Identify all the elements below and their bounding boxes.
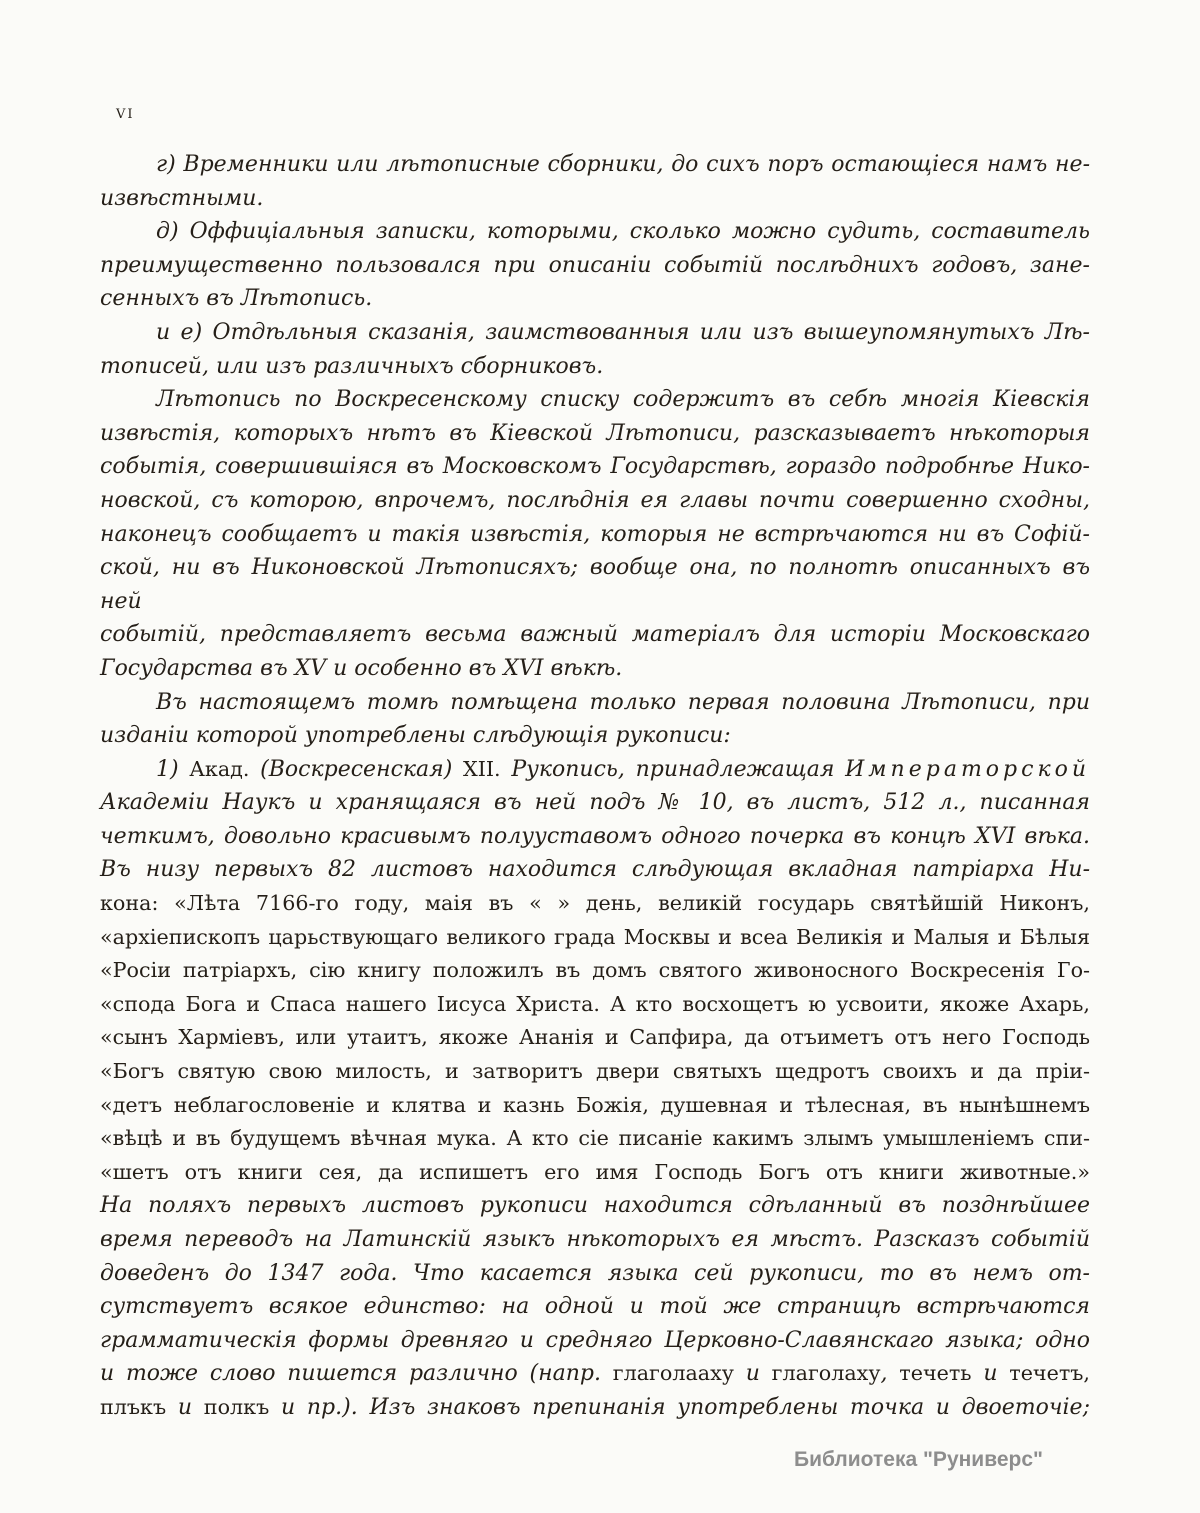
text-segment: и пр.). Изъ знаковъ препинанія употреблены точка и двоеточіе;	[269, 1394, 1090, 1420]
text-segment: Академіи Наукъ и хранящаяся въ ней подъ № 10, въ листъ, 512 л., писанная	[100, 790, 1090, 816]
text-line	[100, 316, 1090, 350]
text-segment: преимущественно пользовался при описаніи событій послѣднихъ годовъ, зане-	[100, 252, 1090, 278]
text-segment: полкъ	[203, 1394, 270, 1419]
text-segment: На поляхъ первыхъ листовъ рукописи находится сдѣланный въ позднѣйшее	[100, 1193, 1090, 1219]
text-segment: ской, ни въ Никоновской Лѣтописяхъ; вообще она, по полнотѣ описанныхъ въ ней	[100, 555, 1090, 614]
text-segment: тописей, или изъ различныхъ сборниковъ.	[100, 353, 604, 379]
text-segment: извѣстія, которыхъ нѣтъ въ Кіевской Лѣтописи, разсказываетъ нѣкоторыя	[100, 420, 1090, 446]
text-segment: Въ низу первыхъ 82 листовъ находится слѣдующая вкладная патріарха Ни-	[100, 857, 1090, 883]
text-line	[100, 350, 1090, 384]
text-segment: Лѣтопись по Воскресенскому списку содержитъ въ себѣ многія Кіевскія	[156, 387, 1090, 413]
text-segment: доведенъ до 1347 года. Что касается языка сей рукописи, то въ немъ от-	[100, 1260, 1090, 1286]
text-segment: и	[971, 1361, 1010, 1387]
library-watermark: Библиотека "Руниверс"	[793, 1448, 1043, 1471]
text-segment: «архіепископъ царьствующаго великого града Москвы и всеа Великія и Малыя и Бѣлыя	[100, 924, 1090, 949]
text-segment: событія, совершившіяся въ Московскомъ Государствѣ, гораздо подробнѣе Нико-	[100, 454, 1090, 480]
text-line	[100, 1189, 1090, 1223]
text-segment: Государства въ XV и особенно въ XVI вѣкѣ.	[100, 655, 623, 681]
text-line	[100, 1257, 1090, 1291]
text-segment: четкимъ, довольно красивымъ полууставомъ одного почерка въ концѣ XVI вѣка.	[100, 823, 1090, 849]
text-segment: течетъ,	[1009, 1361, 1090, 1386]
text-line	[100, 1122, 1090, 1156]
text-line	[100, 518, 1090, 552]
text-segment: «детъ неблагословеніе и клятва и казнь Божія, душевная и тѣлесная, въ нынѣшнемъ	[100, 1092, 1090, 1117]
text-segment: «шетъ отъ книги сея, да испишетъ его имя Господь Богъ отъ книги животные.»	[100, 1159, 1090, 1184]
text-segment: «вѣцѣ и въ будущемъ вѣчная мука. А кто сіе писаніе какимъ злымъ умышленіемъ спи-	[100, 1126, 1090, 1151]
text-line	[100, 1223, 1090, 1257]
text-line	[100, 1324, 1090, 1358]
text-segment: XII.	[463, 756, 501, 781]
text-line	[100, 282, 1090, 316]
text-segment: наконецъ сообщаетъ и такія извѣстія, которыя не встрѣчаются ни въ Софій-	[100, 521, 1090, 547]
text-line	[100, 215, 1090, 249]
text-segment: ,	[880, 1361, 900, 1387]
text-line	[100, 1357, 1090, 1391]
text-segment: извѣстными.	[100, 185, 264, 211]
text-line	[100, 1156, 1090, 1190]
text-line	[100, 887, 1090, 921]
text-segment: глаголааху	[612, 1361, 734, 1386]
text-line	[100, 551, 1090, 618]
text-segment: кона: «Лѣта 7166-го году, маія въ « » день, великій государь святѣйшій Никонъ,	[100, 891, 1090, 916]
text-segment: изданіи которой употреблены слѣдующія рукописи:	[100, 723, 731, 749]
text-line	[100, 652, 1090, 686]
text-segment: и	[166, 1394, 204, 1420]
text-line	[100, 820, 1090, 854]
text-line	[100, 1290, 1090, 1324]
text-line	[100, 921, 1090, 955]
text-segment: д) Оффиціальныя записки, которыми, сколько можно судить, составитель	[156, 219, 1090, 245]
text-segment: плъкъ	[100, 1394, 167, 1419]
text-line	[100, 1021, 1090, 1055]
text-segment: сенныхъ въ Лѣтопись.	[100, 286, 373, 312]
text-line	[100, 417, 1090, 451]
text-line	[100, 484, 1090, 518]
text-line	[100, 853, 1090, 887]
text-segment: (Воскресенская)	[249, 756, 463, 782]
text-line	[100, 182, 1090, 216]
text-line	[100, 148, 1090, 182]
text-line	[100, 249, 1090, 283]
text-segment: грамматическія формы древняго и средняго Церковно-Славянскаго языка; одно	[100, 1327, 1090, 1353]
text-segment: Рукопись, принадлежащая	[500, 756, 846, 782]
text-segment: г) Временники или лѣтописные сборники, до сихъ поръ остающіеся намъ не-	[156, 152, 1090, 177]
text-segment: и тоже слово пишется различно (напр.	[100, 1361, 613, 1387]
text-line	[100, 450, 1090, 484]
text-line	[100, 988, 1090, 1022]
page-number: vi	[116, 102, 135, 123]
text-segment: 1)	[156, 756, 190, 782]
text-line	[100, 786, 1090, 820]
text-segment: событій, представляетъ весьма важный матеріалъ для исторіи Московскаго	[100, 622, 1090, 648]
text-line	[100, 383, 1090, 417]
text-segment: «Богъ святую свою милость, и затворитъ двери святыхъ щедротъ своихъ и да пріи-	[100, 1059, 1090, 1084]
text-segment: течеть	[899, 1361, 972, 1386]
text-segment: время переводъ на Латинскій языкъ нѣкоторыхъ ея мѣстъ. Разсказъ событій	[100, 1227, 1090, 1252]
text-line	[100, 753, 1090, 787]
text-segment: «спода Бога и Спаса нашего Іисуса Христа. А кто восхощетъ ю усвоити, якоже Ахарь,	[100, 991, 1090, 1016]
text-segment: «сынъ Харміевъ, или утаитъ, якоже Ананія и Сапфира, да отъиметъ отъ него Господь	[100, 1025, 1090, 1050]
text-segment: новской, съ которою, впрочемъ, послѣднія ея главы почти совершенно сходны,	[100, 487, 1090, 513]
text-line	[100, 1055, 1090, 1089]
text-line	[100, 719, 1090, 753]
text-segment: и	[733, 1361, 772, 1387]
text-segment: «Росіи патріархъ, сію книгу положилъ въ домъ святого живоносного Воскресенія Го-	[100, 958, 1090, 983]
text-block	[100, 148, 1090, 1425]
text-segment: Императорской	[845, 756, 1091, 782]
text-line	[100, 1089, 1090, 1123]
text-segment: Акад.	[189, 756, 250, 781]
text-line	[100, 1391, 1090, 1425]
text-line	[100, 954, 1090, 988]
text-segment: Въ настоящемъ томѣ помѣщена только первая половина Лѣтописи, при	[156, 689, 1090, 715]
text-segment: глаголаху	[771, 1361, 881, 1386]
text-line	[100, 618, 1090, 652]
text-segment: сутствуетъ всякое единство: на одной и той же страницѣ встрѣчаются	[100, 1294, 1090, 1320]
text-line	[100, 686, 1090, 720]
text-segment: и е) Отдѣльныя сказанія, заимствованныя или изъ вышеупомянутыхъ Лѣ-	[156, 319, 1090, 345]
